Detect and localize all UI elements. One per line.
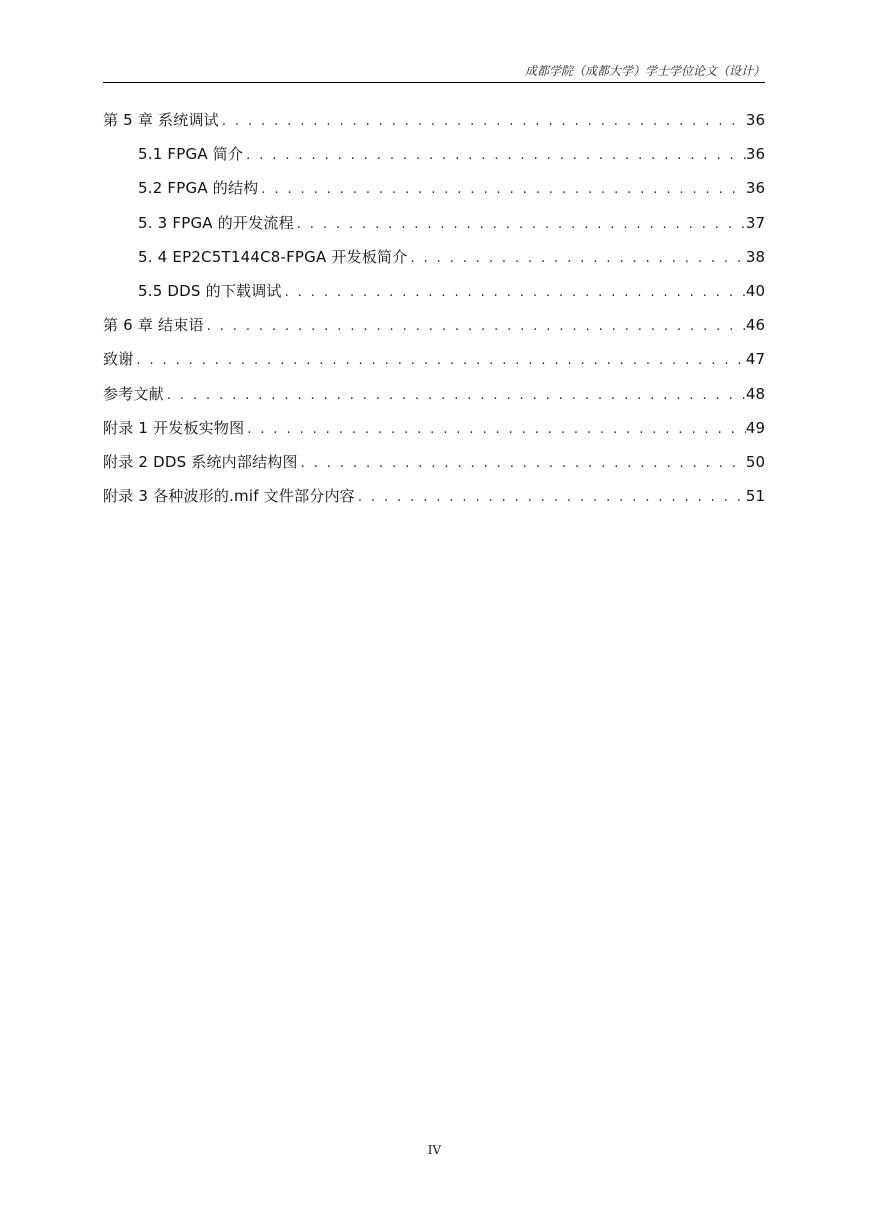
toc-entry-title: 参考文献: [103, 384, 164, 403]
toc-dot-leader: [164, 383, 746, 409]
toc-entry[interactable]: [103, 210, 765, 244]
toc-entry-page-number: 37: [745, 213, 765, 232]
toc-dot-leader: [219, 109, 746, 135]
toc-entry-title: 第 6 章 结束语: [103, 316, 204, 335]
toc-dot-leader: [298, 451, 746, 477]
toc-entry-page-number: 51: [745, 487, 765, 506]
toc-entry-page-number: 46: [745, 316, 765, 335]
toc-entry-page-number: 36: [745, 179, 765, 198]
toc-entry[interactable]: [103, 346, 765, 380]
toc-entry-page-number: 49: [745, 418, 765, 437]
toc-entry-title: 5.2 FPGA 的结构: [138, 179, 259, 198]
toc-entry[interactable]: [103, 244, 765, 278]
toc-entry-page-number: 40: [745, 281, 765, 300]
toc-dot-leader: [133, 348, 746, 374]
toc-entry-page-number: 36: [745, 111, 765, 129]
toc-entry-title: 致谢: [103, 350, 134, 369]
toc-dot-leader: [204, 314, 746, 340]
toc-entry-title: 第 5 章 系统调试: [103, 111, 219, 129]
toc-entry[interactable]: [103, 312, 765, 346]
toc-dot-leader: [282, 280, 746, 306]
toc-dot-leader: [244, 417, 746, 443]
toc-entry[interactable]: [103, 483, 765, 517]
toc-entry[interactable]: [103, 107, 765, 141]
toc-entry-title: 附录 2 DDS 系统内部结构图: [103, 452, 298, 471]
running-header: 成都学院（成都大学）学士学位论文（设计）: [524, 64, 765, 78]
header-rule: [103, 82, 765, 83]
table-of-contents: [103, 107, 765, 517]
toc-entry[interactable]: [103, 278, 765, 312]
toc-entry-title: 5. 3 FPGA 的开发流程: [138, 213, 294, 232]
toc-entry[interactable]: [103, 415, 765, 449]
toc-dot-leader: [243, 143, 746, 169]
toc-entry-title: 附录 3 各种波形的.mif 文件部分内容: [103, 487, 355, 506]
toc-dot-leader: [294, 212, 746, 238]
toc-entry[interactable]: [103, 449, 765, 483]
toc-entry-page-number: 38: [745, 247, 765, 266]
page-number: IV: [427, 1143, 442, 1157]
toc-entry-page-number: 36: [745, 145, 765, 164]
toc-entry-title: 5.1 FPGA 简介: [138, 145, 244, 164]
toc-entry-title: 5. 4 EP2C5T144C8-FPGA 开发板简介: [138, 247, 408, 266]
toc-entry-page-number: 50: [745, 452, 765, 471]
toc-entry[interactable]: [103, 141, 765, 175]
toc-entry-page-number: 47: [745, 350, 765, 369]
toc-entry-page-number: 48: [745, 384, 765, 403]
toc-entry[interactable]: [103, 381, 765, 415]
toc-dot-leader: [407, 246, 745, 272]
toc-entry-title: 5.5 DDS 的下载调试: [138, 281, 282, 300]
toc-entry-title: 附录 1 开发板实物图: [103, 418, 245, 437]
toc-entry[interactable]: [103, 175, 765, 209]
toc-dot-leader: [258, 177, 746, 203]
toc-dot-leader: [355, 485, 746, 511]
